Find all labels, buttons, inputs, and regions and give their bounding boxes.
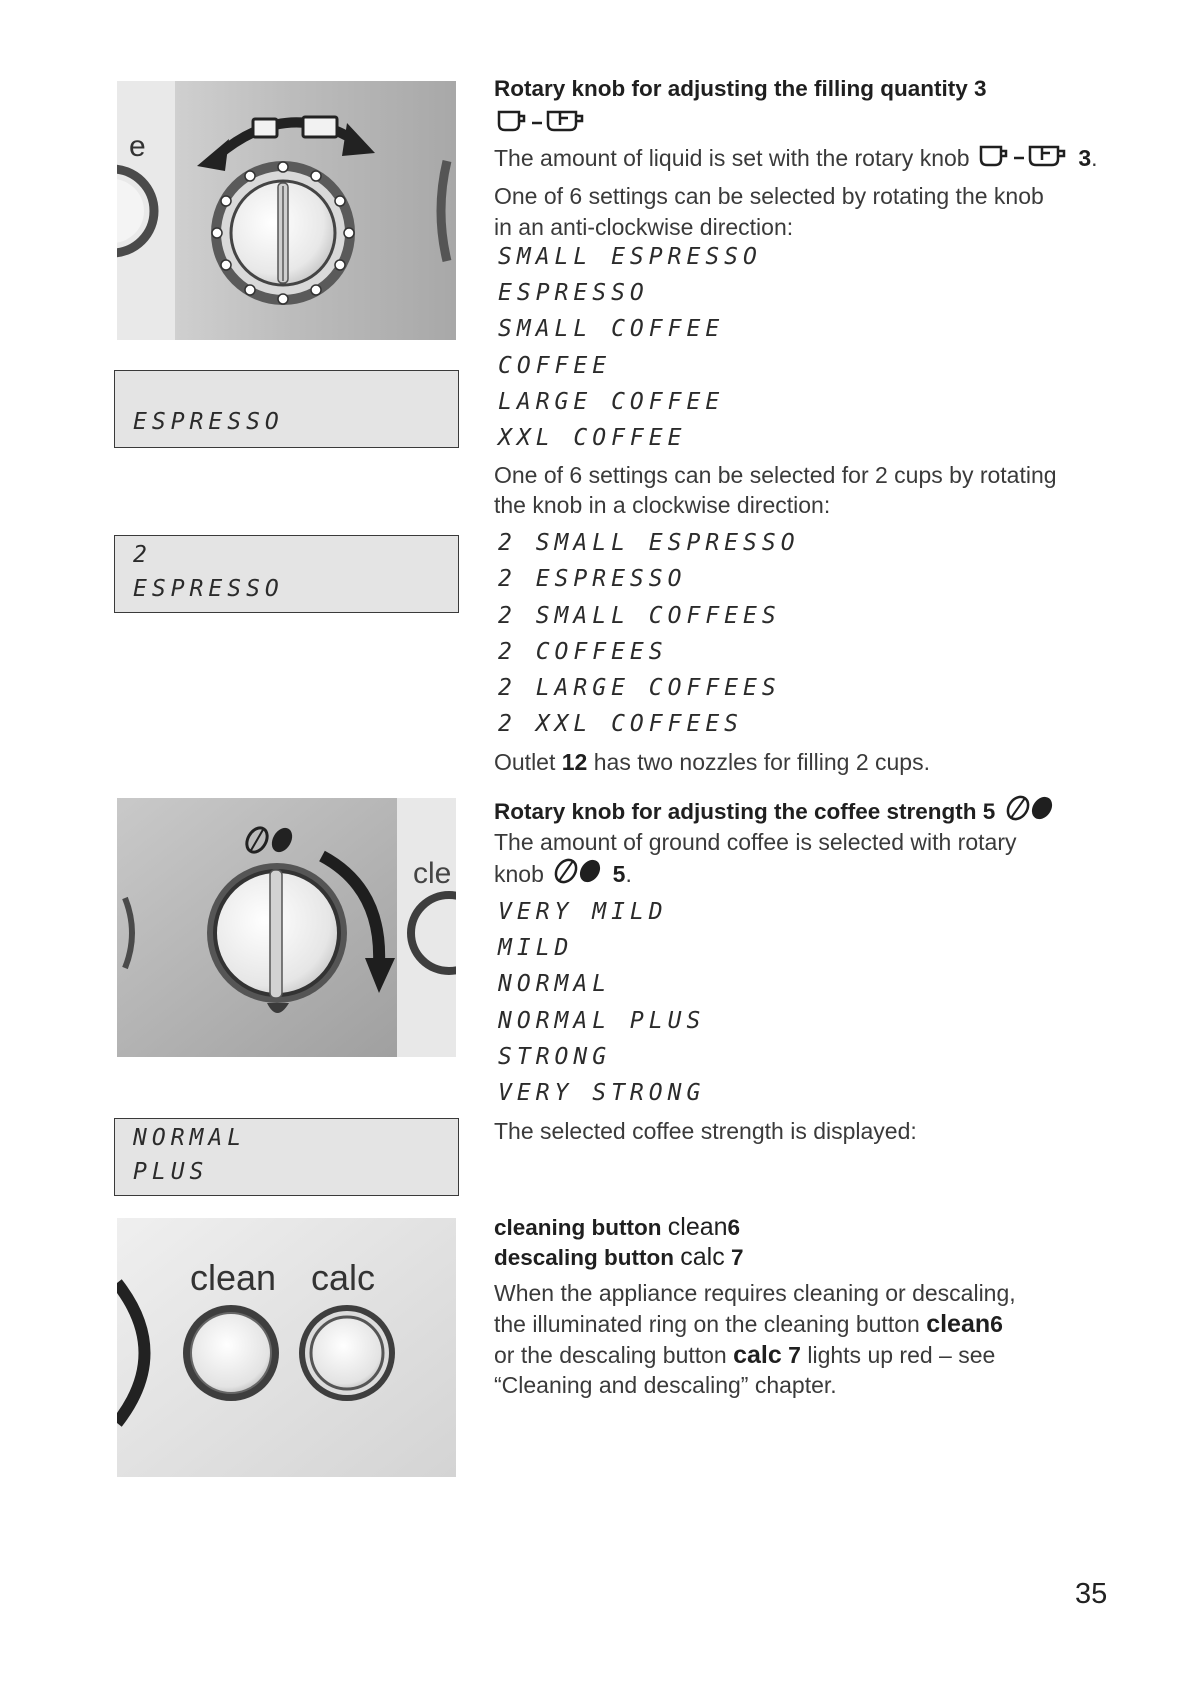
display-normal-plus [114, 1118, 459, 1196]
filling-intro-text: The amount of liquid is set with the rotary knob [494, 145, 970, 171]
cup-size-icon [496, 108, 588, 139]
cup-size-inline-icon [976, 143, 1072, 177]
calc-inline-key: calc [733, 1341, 782, 1369]
display-line-2: ESPRESSO [133, 576, 284, 602]
setting-item: 2 XXL COFFEES [498, 711, 744, 737]
display-espresso [114, 370, 459, 448]
calc-inline-ref: 7 [788, 1342, 801, 1368]
two-cup-intro-2: the knob in a clockwise direction: [494, 492, 831, 518]
clean-calc-photo [117, 1218, 456, 1477]
filling-intro-ref: 3 [1078, 145, 1092, 171]
setting-item: COFFEE [498, 353, 612, 379]
strength-item: NORMAL PLUS [498, 1008, 706, 1034]
strength-heading-line [494, 794, 1058, 828]
descaling-heading [494, 1243, 744, 1272]
strength-item: MILD [498, 935, 574, 961]
setting-item: 2 SMALL ESPRESSO [498, 530, 800, 556]
cleaning-body-1: When the appliance requires cleaning or descaling, [494, 1280, 1016, 1306]
setting-item: LARGE COFFEE [498, 389, 725, 415]
display-line-1: 2 [133, 542, 152, 568]
strength-item: VERY MILD [498, 899, 668, 925]
setting-item: ESPRESSO [498, 280, 649, 306]
strength-intro-knob: knob [494, 861, 544, 887]
filling-heading: Rotary knob for adjusting the filling quantity 3 [494, 76, 987, 101]
page-number: 35 [1075, 1578, 1108, 1610]
photo1-edge-label: e [129, 130, 146, 163]
outlet-text-after: has two nozzles for filling 2 cups. [593, 749, 930, 775]
calc-key-label: calc [680, 1243, 725, 1271]
coffee-beans-icon [1002, 794, 1058, 828]
setting-item: 2 COFFEES [498, 639, 668, 665]
strength-item: VERY STRONG [498, 1080, 706, 1106]
cleaning-body-3-after: lights up red – see [807, 1342, 996, 1368]
filling-knob-photo [117, 81, 456, 340]
outlet-note [494, 747, 930, 778]
display-line-1: NORMAL [133, 1125, 247, 1151]
strength-intro-2: knob 5. [494, 857, 632, 893]
filling-intro-line: The amount of liquid is set with the rotary knob 3. [494, 143, 1098, 177]
setting-item: SMALL ESPRESSO [498, 244, 762, 270]
outlet-number: 12 [561, 749, 588, 775]
single-cup-intro-1: One of 6 settings can be selected by rotating the knob [494, 183, 1044, 209]
strength-intro-1: The amount of ground coffee is selected with rotary [494, 829, 1017, 855]
display-line-2: PLUS [133, 1159, 209, 1185]
clean-inline-ref: 6 [990, 1311, 1003, 1337]
calc-ref: 7 [731, 1245, 744, 1270]
display-two-espresso [114, 535, 459, 613]
strength-intro-ref: 5 [612, 861, 626, 887]
strength-knob-photo [117, 798, 456, 1057]
display-line-1: ESPRESSO [133, 409, 284, 435]
setting-item: XXL COFFEE [498, 425, 687, 451]
photo3-calc-label: calc [311, 1257, 376, 1298]
cleaning-heading-text: cleaning button [494, 1215, 662, 1240]
clean-ref: 6 [727, 1215, 741, 1240]
setting-item: 2 LARGE COFFEES [498, 675, 781, 701]
strength-item: NORMAL [498, 971, 612, 997]
photo3-clean-label: clean [190, 1257, 277, 1298]
single-cup-intro-2: in an anti-clockwise direction: [494, 214, 794, 240]
strength-displayed-note: The selected coffee strength is displayed: [494, 1118, 917, 1144]
clean-key-label: clean [667, 1213, 728, 1241]
outlet-text-before: Outlet [494, 749, 556, 775]
cleaning-body-2-text: the illuminated ring on the cleaning button [494, 1311, 920, 1337]
coffee-beans-inline-icon [550, 857, 606, 893]
photo2-edge-label: cle [413, 857, 452, 890]
two-cup-intro-1: One of 6 settings can be selected for 2 cups by rotating [494, 462, 1057, 488]
cleaning-body-3-text: or the descaling button [494, 1342, 727, 1368]
cleaning-heading [494, 1213, 740, 1242]
descaling-heading-text: descaling button [494, 1245, 674, 1270]
cleaning-body-3 [494, 1340, 995, 1371]
cleaning-body-4: “Cleaning and descaling” chapter. [494, 1372, 837, 1398]
strength-heading: Rotary knob for adjusting the coffee strength 5 [494, 799, 996, 824]
setting-item: 2 SMALL COFFEES [498, 603, 781, 629]
cleaning-body-2 [494, 1309, 1003, 1340]
setting-item: SMALL COFFEE [498, 316, 725, 342]
strength-item: STRONG [498, 1044, 612, 1070]
clean-inline-key: clean [926, 1310, 991, 1338]
setting-item: 2 ESPRESSO [498, 566, 687, 592]
